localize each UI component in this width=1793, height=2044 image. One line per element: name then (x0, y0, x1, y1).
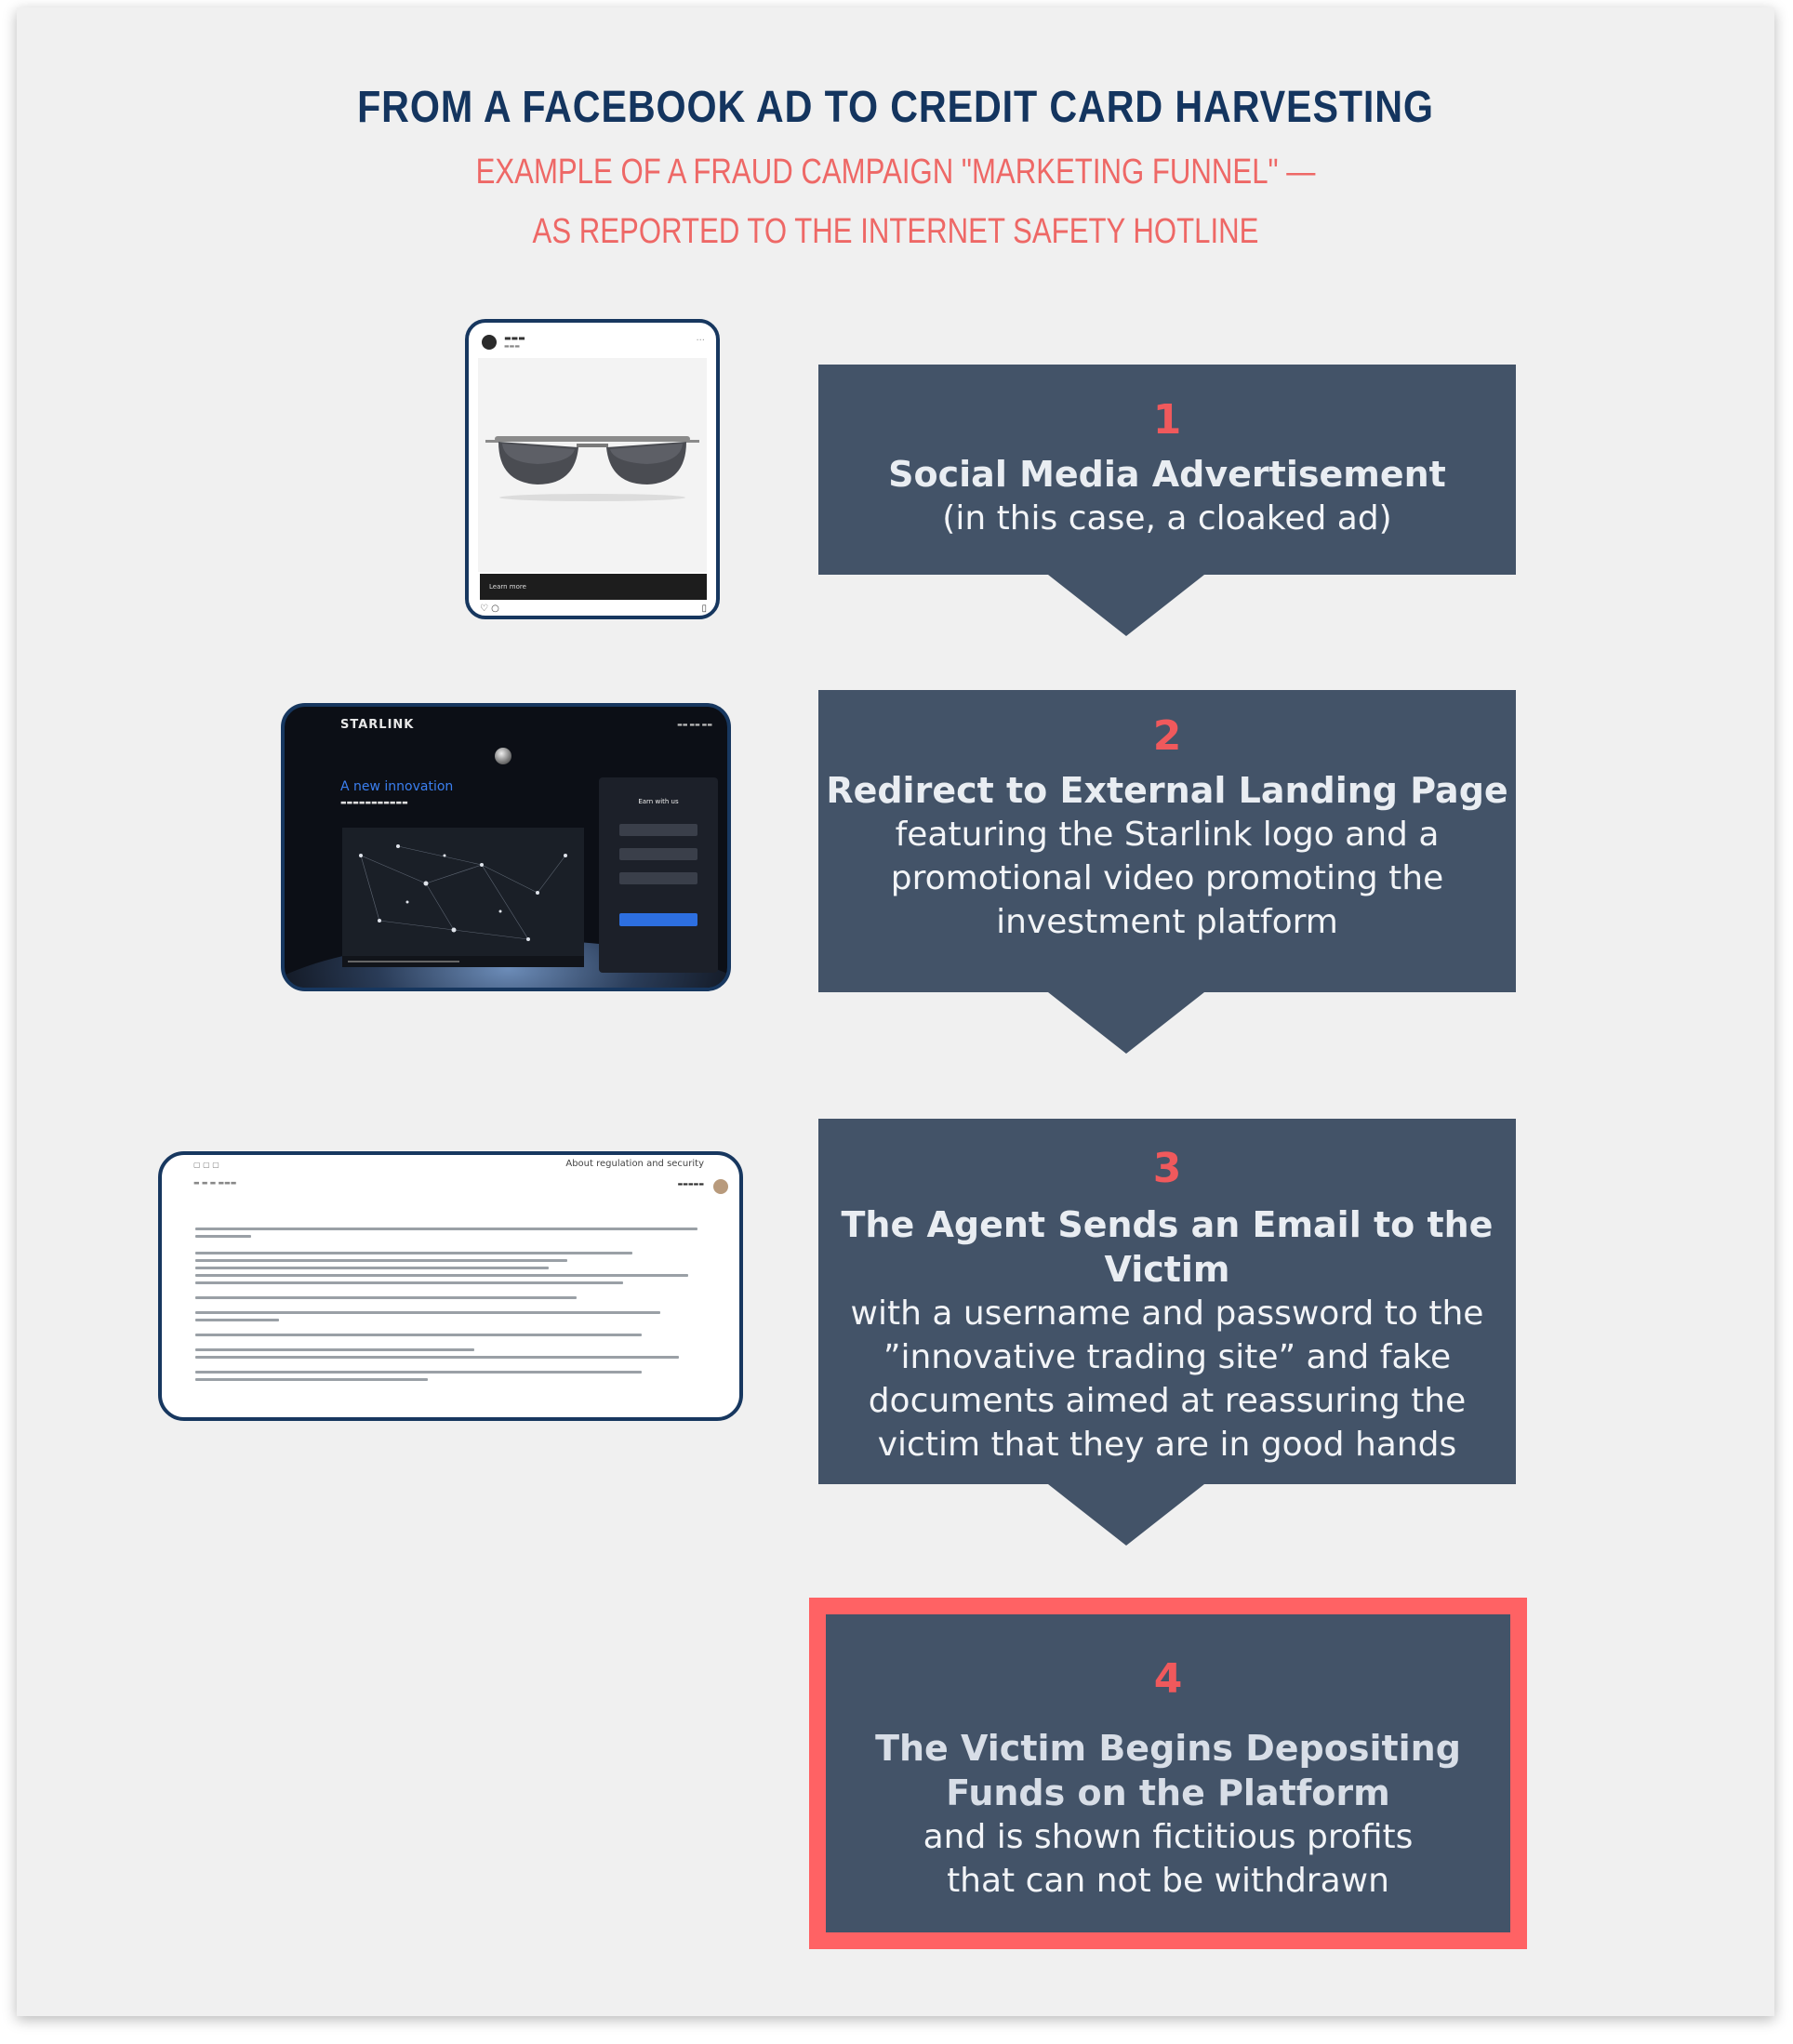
step-description: with a username and password to the (850, 1294, 1484, 1333)
sender-avatar (713, 1179, 728, 1194)
email-text-line (195, 1296, 577, 1299)
step-heading: The Victim Begins Depositing (875, 1728, 1461, 1769)
email-text-line (195, 1378, 428, 1381)
email-text-line (195, 1334, 642, 1336)
sponsored-placeholder: ▬▬▬ (504, 343, 521, 350)
advertiser-avatar (482, 335, 497, 350)
form-title: Earn with us (638, 798, 679, 805)
step-number: 2 (1152, 712, 1182, 760)
step-description: documents aimed at reassuring the (868, 1382, 1467, 1420)
email-text-line (195, 1319, 279, 1321)
step-1-box (818, 365, 1516, 575)
arrow-down-icon (1048, 575, 1204, 636)
arrow-down-icon (1048, 1484, 1204, 1546)
step-4-box (826, 1614, 1510, 1932)
form-field (619, 872, 697, 884)
ad-screenshot (465, 319, 720, 619)
infographic-subtitle-line-1: EXAMPLE OF A FRAUD CAMPAIGN "MARKETING FUNNEL" — (475, 153, 1316, 192)
landing-headline: A new innovation (340, 779, 454, 794)
step-heading: Funds on the Platform (946, 1772, 1390, 1813)
email-text-line (195, 1274, 688, 1277)
email-text-line (195, 1371, 642, 1374)
sunglasses-image (478, 358, 707, 572)
landing-text-placeholder: ▬▬▬▬▬▬▬▬▬▬▬ (340, 799, 408, 806)
email-subject: About regulation and security (565, 1159, 704, 1169)
step-4-highlight-frame (809, 1598, 1527, 1949)
infographic-subtitle-line-2: AS REPORTED TO THE INTERNET SAFETY HOTLINE (532, 212, 1259, 251)
step-description: that can not be withdrawn (947, 1862, 1389, 1900)
step-description: and is shown fictitious profits (923, 1818, 1414, 1856)
step-heading: Redirect to External Landing Page (826, 770, 1508, 811)
step-description: (in this case, a cloaked ad) (942, 499, 1392, 538)
step-heading: The Agent Sends an Email to the Victim (841, 1204, 1494, 1290)
email-toolbar-icons: ▢ ▢ ▢ (193, 1161, 219, 1169)
arrow-down-icon (1048, 992, 1204, 1054)
learn-more-bar: Learn more (480, 574, 707, 600)
step-number: 1 (1152, 396, 1182, 444)
email-text-line (195, 1228, 697, 1230)
step-number: 4 (1153, 1655, 1183, 1703)
email-text-line (195, 1235, 251, 1238)
advertiser-name-placeholder: ▬▬▬ (504, 334, 525, 342)
infographic-title: FROM A FACEBOOK AD TO CREDIT CARD HARVESTING (357, 83, 1434, 132)
step-description: promotional video promoting the (890, 859, 1444, 897)
promo-video (342, 828, 584, 967)
step-description: investment platform (996, 903, 1338, 941)
step-description: ”innovative trading site” and fake (883, 1338, 1452, 1376)
email-text-line (195, 1267, 549, 1269)
form-field (619, 848, 697, 860)
starlink-logo: STARLINK (340, 718, 415, 732)
email-screenshot (158, 1151, 743, 1421)
heart-icon: ♡ (480, 604, 488, 614)
signup-form (599, 777, 718, 973)
email-text-line (195, 1252, 632, 1254)
form-field (619, 824, 697, 836)
ad-post-header (482, 332, 705, 352)
landing-page-screenshot (281, 703, 731, 991)
email-actions-placeholder: ▬ ▬ ▬ ▬▬▬ (193, 1179, 237, 1187)
email-text-line (195, 1259, 567, 1262)
landing-nav-placeholder: ▬▬ ▬▬ ▬▬ (677, 722, 712, 728)
email-sender-placeholder: ▬▬▬▬▬ (677, 1181, 704, 1188)
step-description: victim that they are in good hands (877, 1426, 1457, 1464)
step-heading: Social Media Advertisement (888, 454, 1446, 495)
step-2-box (818, 690, 1516, 992)
comment-icon: ○ (491, 604, 499, 614)
email-text-line (195, 1281, 623, 1284)
step-3-box (818, 1119, 1516, 1484)
post-actions (480, 604, 707, 617)
email-text-line (195, 1356, 679, 1359)
form-submit-button (619, 913, 697, 926)
step-number: 3 (1152, 1145, 1182, 1192)
network-graphic-icon (342, 828, 584, 967)
email-text-line (195, 1311, 660, 1314)
sunglasses-icon (478, 358, 707, 572)
email-text-line (195, 1348, 474, 1351)
more-icon: ··· (696, 336, 705, 346)
satellite-icon (495, 748, 511, 764)
step-description: featuring the Starlink logo and a (895, 816, 1440, 854)
bookmark-icon: ▯ (701, 604, 707, 614)
